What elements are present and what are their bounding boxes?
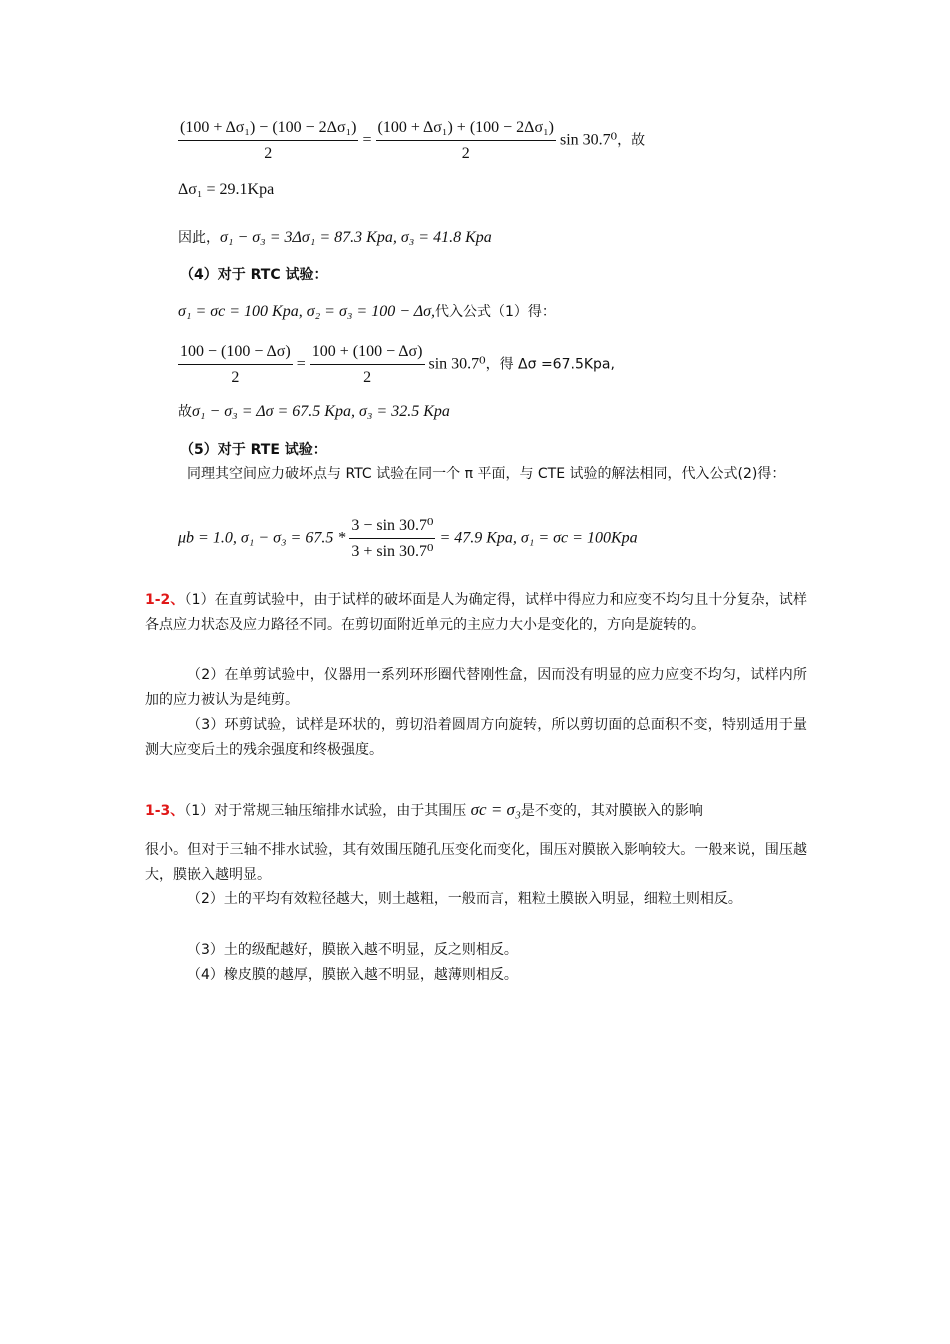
eq3-prefix: μb = 1.0, σ₁ − σ₃ = 67.5 * <box>178 529 346 547</box>
rtc-line-1-expr: σ₁ = σc = 100 Kpa, σ₂ = σ₃ = 100 − Δσ, <box>178 303 435 320</box>
eq3-numerator: 3 − sin 30.7⁰ <box>349 516 435 539</box>
eq1-denominator-right: 2 <box>461 145 470 162</box>
rtc-result-prefix: 故 <box>178 404 192 420</box>
equation-3 <box>178 516 638 562</box>
section-1-2-label: 1-2、 <box>145 592 185 608</box>
rtc-line-1 <box>178 302 556 322</box>
section-1-2-text-1: （1）在直剪试验中，由于试样的破坏面是人为确定得，试样中得应力和应变不均匀且十分复杂，试样各点应力状态及应力路径不同。在剪切面附近单元的主应力大小是变化的，方向是旋转的。 <box>145 592 808 633</box>
rte-paragraph: 同理其空间应力破坏点与 RTC 试验在同一个 π 平面，与 CTE 试验的解法相同，代入公式(2)得： <box>187 466 786 482</box>
section-1-2-para-3: （3）环剪试验，试样是环状的，剪切沿着圆周方向旋转，所以剪切面的总面积不变，特别适用于量测大应变后土的残余强度和终极强度。 <box>145 717 807 758</box>
eq2-denominator-left: 2 <box>231 369 240 386</box>
rtc-line-1-suffix: 代入公式（1）得： <box>435 304 556 320</box>
section-1-3-para-4: （4）橡皮膜的越厚，膜嵌入越不明显，越薄则相反。 <box>187 967 518 983</box>
eq3-suffix: = 47.9 Kpa, σ₁ = σc = 100Kpa <box>439 529 638 547</box>
eq3-denominator: 3 + sin 30.7⁰ <box>351 543 434 560</box>
eq1-suffix: ，故 <box>617 132 646 149</box>
therefore-expr: σ₁ − σ₃ = 3Δσ₁ = 87.3 Kpa, σ₃ = 41.8 Kpa <box>220 229 492 246</box>
eq1-numerator-left: (100 + Δσ₁) − (100 − 2Δσ₁) <box>178 118 358 141</box>
eq3-fraction <box>349 516 435 562</box>
heading-rtc: （4）对于 RTC 试验： <box>180 267 328 283</box>
eq2-suffix: ，得 Δσ =67.5Kpa, <box>485 356 615 373</box>
eq1-equals: = <box>362 131 372 149</box>
section-1-2-para-1 <box>145 588 807 638</box>
eq2-fraction-right <box>310 342 425 388</box>
section-1-3-line-1 <box>145 800 703 821</box>
section-1-3-para-1-cont: 很小。但对于三轴不排水试验，其有效围压随孔压变化而变化，围压对膜嵌入影响较大。一般来说，围压越大，膜嵌入越明显。 <box>145 842 807 883</box>
fraction-right <box>376 118 556 164</box>
eq1-trig: sin 30.7⁰ <box>560 131 618 149</box>
eq2-denominator-right: 2 <box>363 369 372 386</box>
section-1-3-end: 是不变的，其对膜嵌入的影响 <box>520 803 703 819</box>
section-1-3-para-3: （3）土的级配越好，膜嵌入越不明显，反之则相反。 <box>187 942 518 958</box>
eq2-equals: = <box>296 355 306 373</box>
eq1-denominator-left: 2 <box>264 145 273 162</box>
section-1-3-start: （1）对于常规三轴压缩排水试验，由于其围压 <box>184 803 467 819</box>
rtc-result <box>178 402 450 422</box>
section-1-3-label: 1-3、 <box>145 803 185 819</box>
eq2-numerator-right: 100 + (100 − Δσ) <box>310 342 425 365</box>
heading-rte: （5）对于 RTE 试验： <box>180 442 327 458</box>
eq1-numerator-right: (100 + Δσ₁) + (100 − 2Δσ₁) <box>376 118 556 141</box>
equation-2 <box>178 342 615 388</box>
eq2-numerator-left: 100 − (100 − Δσ) <box>178 342 293 365</box>
fraction-left <box>178 118 358 164</box>
section-1-2-para-2: （2）在单剪试验中，仪器用一系列环形圈代替刚性盒，因而没有明显的应力应变不均匀，试样内所加的应力被认为是纯剪。 <box>145 667 807 708</box>
delta-sigma1-result: Δσ₁ = 29.1Kpa <box>178 181 275 198</box>
therefore-line <box>178 228 492 248</box>
rtc-result-expr: σ₁ − σ₃ = Δσ = 67.5 Kpa, σ₃ = 32.5 Kpa <box>192 403 450 420</box>
section-1-3-expr: σc = σ₃ <box>470 800 521 819</box>
section-1-3-para-2: （2）土的平均有效粒径越大，则土越粗，一般而言，粗粒土膜嵌入明显，细粒土则相反。 <box>187 891 742 907</box>
eq2-fraction-left <box>178 342 293 388</box>
eq2-trig: sin 30.7⁰ <box>428 355 486 373</box>
therefore-prefix: 因此， <box>178 230 220 246</box>
equation-1 <box>178 118 645 164</box>
